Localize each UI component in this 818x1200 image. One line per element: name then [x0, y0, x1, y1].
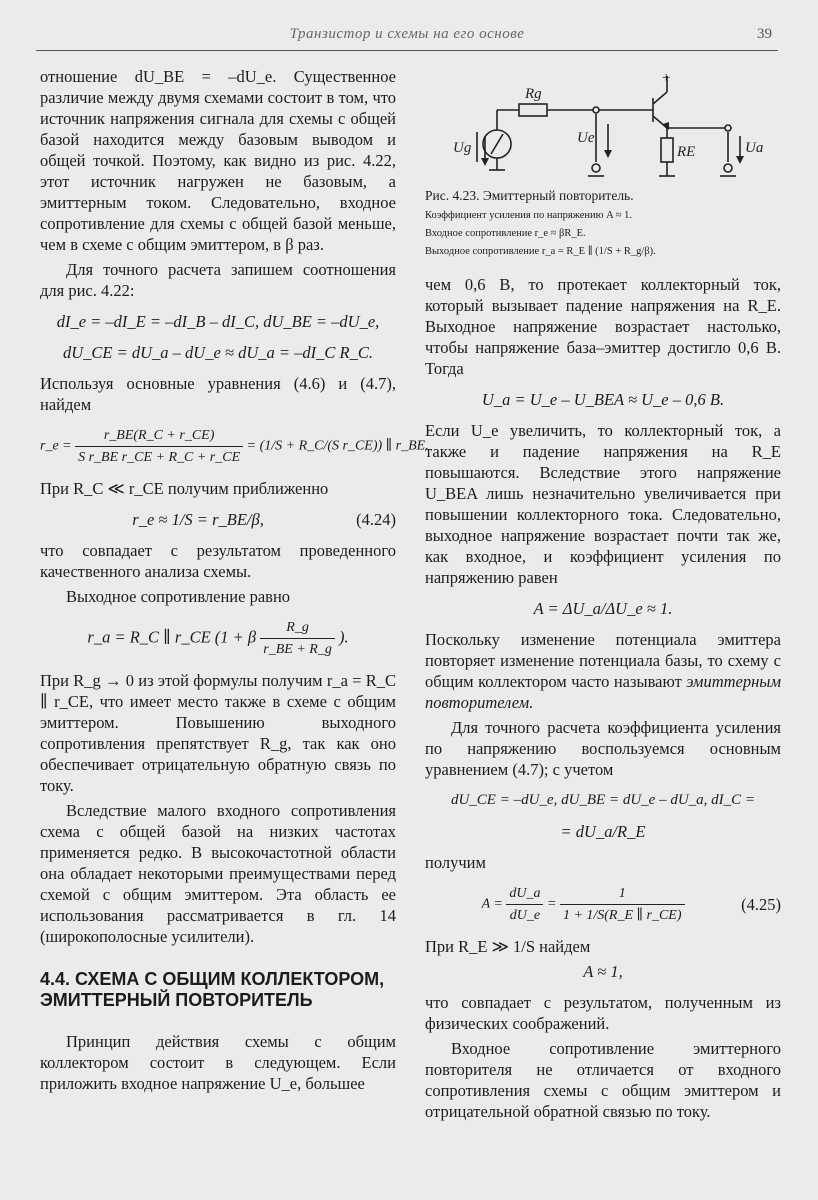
paragraph: При R_C ≪ r_CE получим приближенно — [40, 479, 329, 498]
paragraph: Вследствие малого входного сопротивления схема с общей базой на низких частотах применяется редко. В высокочастотной области она обладает некоторыми преимуществами перед схемой с общим эмиттером. Эта область ее использования рассматривается в гл. 14 (широкополосные усилители). — [40, 801, 396, 946]
paragraph: При R_g → 0 из этой формулы получим r_a = R_C ∥ r_CE, что имеет место также в схеме с общим эмиттером. Повышению выходного сопротивления препятствует R_g, так как оно обеспечивает отрицательную обратную связь по току. — [40, 671, 396, 795]
resistor-rg-icon — [519, 104, 547, 116]
paragraph: что совпадает с результатом, полученным из физических соображений. — [425, 993, 781, 1033]
figure-caption: Рис. 4.23. Эмиттерный повторитель. Коэффициент усиления по напряжению A ≈ 1. Входное сопротивление r_e ≈ βR_E. Выходное сопротивление r_a = R_E ∥ (1/S + R_g/β). — [425, 188, 656, 257]
paragraph: Поскольку изменение потенциала эмиттера повторяет изменение потенциала базы, то схему с общим коллектором часто называют эмиттерным повторителем. — [425, 630, 781, 712]
equation: A = ΔU_a/ΔU_e ≈ 1. — [533, 599, 673, 618]
equation: U_a = U_e – U_BEA ≈ U_e – 0,6 В. — [481, 390, 725, 409]
equation: dU_CE = –dU_e, dU_BE = dU_e – dU_a, dI_C = — [450, 792, 756, 808]
paragraph: Входное сопротивление эмиттерного повторителя не отличается от входного сопротивления схемы с общим эмиттером и отрицательной обратной связью по току. — [425, 1039, 781, 1121]
fraction: $\frac{1}{1 + 1/S(R\_E \parallel r\_CE)}$ — [560, 883, 685, 926]
paragraph: Выходное сопротивление равно — [66, 587, 291, 606]
emitter-follower-circuit — [425, 66, 781, 184]
re-label: RE — [677, 144, 696, 160]
equation-re: r_e = $\frac{r\_BE(R\_C + r\_CE)}{\text{S r\_BE r\_CE + R\_C + r\_CE}}$ = (1/S + R_C/(S r_CE)) ∥ r_BE. — [40, 425, 396, 468]
rg-label: Rg — [525, 86, 542, 102]
equation: dU_CE = dU_a – dU_e ≈ dU_a = –dI_C R_C. — [63, 343, 373, 362]
equation-number: (4.24) — [356, 510, 396, 529]
paragraph: получим — [425, 853, 486, 872]
fraction: $\frac{dU\_a}{dU\_e}$ — [506, 883, 543, 926]
equation-ra: r_a = R_C ∥ r_CE (1 + β $\frac{R\_g}{r\_BE + R\_g}$ ). — [40, 617, 396, 660]
supply-plus-label: + — [661, 70, 672, 86]
equation: = dU_a/R_E — [560, 822, 646, 841]
paragraph: Для точного расчета коэффициента усиления по напряжению воспользуемся основным уравнением (4.7); с учетом — [425, 718, 781, 779]
page-number: 39 — [757, 26, 772, 42]
ue-label: Ue — [577, 130, 595, 146]
equation-numbered: r_e ≈ 1/S = r_BE/β, (4.24) — [132, 510, 396, 529]
paragraph: При R_E ≫ 1/S найдем — [425, 937, 591, 956]
equation: A ≈ 1, — [583, 962, 623, 981]
paragraph: Принцип действия схемы с общим коллектором состоит в следующем. Если приложить входное напряжение U_e, большее — [40, 1032, 396, 1093]
paragraph: Для точного расчета запишем соотношения для рис. 4.22: — [40, 260, 396, 300]
paragraph: Используя основные уравнения (4.6) и (4.7), найдем — [40, 374, 396, 414]
equation-numbered: A = $\frac{dU\_a}{dU\_e}$ = $\frac{1}{1 + 1/S(R\_E \parallel r\_CE)}$ (4.25) — [425, 883, 781, 926]
page-header — [36, 22, 778, 51]
ug-label: Ug — [453, 140, 472, 156]
right-column — [425, 66, 781, 1126]
paragraph: что совпадает с результатом проведенного качественного анализа схемы. — [40, 541, 396, 581]
section-title: 4.4. СХЕМА С ОБЩИМ КОЛЛЕКТОРОМ, ЭМИТТЕРНЫЙ ПОВТОРИТЕЛЬ — [40, 969, 385, 1010]
paragraph: Если U_e увеличить, то коллекторный ток, а также и падение напряжения на R_E повышаются. Вследствие этого напряжение U_BEA лишь незначительно увеличивается при повышении коллекторного тока. Следовательно, выходное напряжение возрастает почти так же, как входное, и коэффициент усиления по напряжению равен — [425, 421, 781, 587]
fraction: $\frac{R\_g}{r\_BE + R\_g}$ — [260, 617, 335, 660]
running-title: Транзистор и схемы на его основе — [289, 26, 525, 42]
paragraph: чем 0,6 В, то протекает коллекторный ток, который вызывает падение напряжения на R_E. Выходное напряжение возрастает настолько, чтобы напряжение база–эмиттер достигло 0,6 В. Тогда — [425, 275, 781, 378]
paragraph: отношение dU_BE = –dU_e. Существенное различие между двумя схемами состоит в том, что источник напряжения сигнала для схемы с общей базой находится между базовым выводом и общей точкой. Поэтому, как видно из рис. 4.22, этот источник нагружен не базовым, а эмиттерным током. Следовательно, входное сопротивление для схемы с общей базой меньше, чем в схеме с общим эмиттером, в β раз. — [40, 67, 396, 254]
ua-label: Ua — [745, 140, 764, 156]
equation-number: (4.25) — [741, 895, 781, 914]
resistor-re-icon — [661, 138, 673, 162]
equation: dI_e = –dI_E = –dI_B – dI_C, dU_BE = –dU_e, — [56, 312, 380, 331]
fraction: $\frac{r\_BE(R\_C + r\_CE)}{\text{S r\_BE r\_CE + R\_C + r\_CE}}$ — [75, 425, 243, 468]
left-column — [40, 66, 429, 1098]
